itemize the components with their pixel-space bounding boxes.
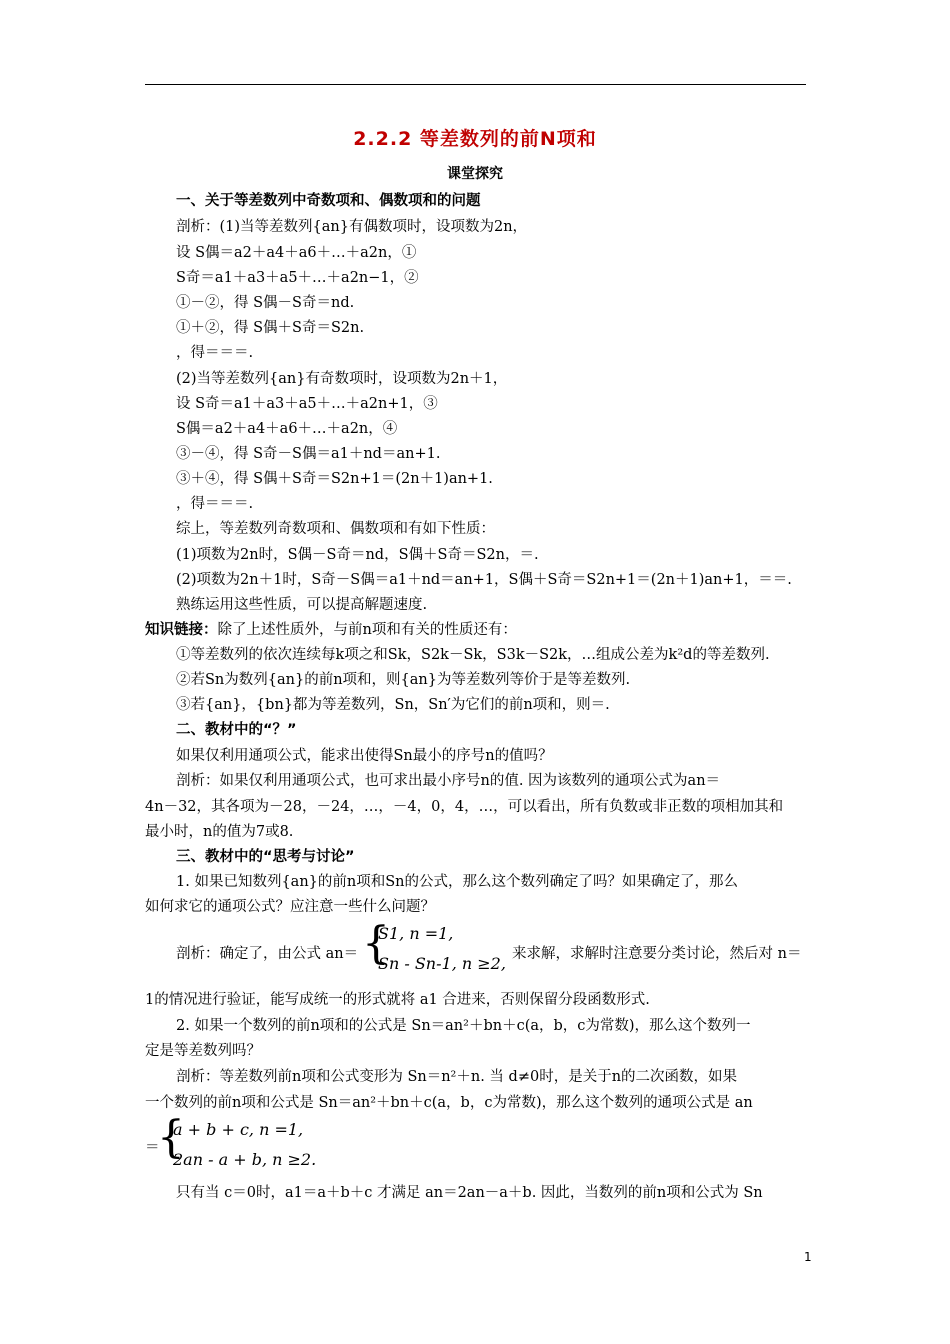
knowledge-link-heading: 知识链接： bbox=[145, 622, 218, 638]
list-item: ③若{an}，{bn}都为等差数列，Sn，Sn′为它们的前n项和，则＝. bbox=[176, 697, 610, 713]
text-line: 4n－32，其各项为－28，－24，…，－4，0，4，…，可以看出，所有负数或非正数的项相加其和 bbox=[145, 799, 784, 815]
text-line: ③－④，得 S奇－S偶＝a1＋nd＝an+1. bbox=[176, 446, 441, 462]
formula-case-1: a + b + c, n =1, bbox=[173, 1120, 304, 1139]
section-2-heading: 二、教材中的“？” bbox=[176, 722, 297, 738]
text-line: ＝ bbox=[145, 1140, 160, 1156]
text-line: (1)项数为2n时，S偶－S奇＝nd，S偶＋S奇＝S2n，＝. bbox=[176, 547, 539, 563]
header-rule bbox=[145, 84, 806, 85]
section-3-heading: 三、教材中的“思考与讨论” bbox=[176, 849, 355, 865]
page-subtitle: 课堂探究 bbox=[447, 166, 503, 182]
text-line: 综上，等差数列奇数项和、偶数项和有如下性质： bbox=[176, 521, 495, 537]
text-line: 剖析：如果仅利用通项公式，也可求出最小序号n的值. 因为该数列的通项公式为an＝ bbox=[176, 773, 721, 789]
page-title: 2.2.2 等差数列的前N项和 bbox=[353, 128, 597, 150]
text-line: ①＋②，得 S偶＋S奇＝S2n. bbox=[176, 320, 365, 336]
formula-case-2: 2an - a + b, n ≥2. bbox=[173, 1150, 317, 1169]
text-line: 2. 如果一个数列的前n项和的公式是 Sn＝an²＋bn＋c(a，b，c为常数)，那么这个数列一 bbox=[176, 1018, 751, 1034]
list-item: ①等差数列的依次连续每k项之和Sk，S2k－Sk，S3k－S2k，…组成公差为k²d的等差数列. bbox=[176, 647, 770, 663]
text-line: (2)当等差数列{an}有奇数项时，设项数为2n＋1， bbox=[176, 371, 508, 387]
text-line: ①－②，得 S偶－S奇＝nd. bbox=[176, 295, 355, 311]
text-line: 1. 如果已知数列{an}的前n项和Sn的公式，那么这个数列确定了吗？如果确定了，那么 bbox=[176, 874, 738, 890]
formula-case-2: Sn - Sn-1, n ≥2, bbox=[378, 954, 506, 973]
knowledge-link-intro: 除了上述性质外，与前n项和有关的性质还有： bbox=[217, 622, 517, 638]
list-item: ②若Sn为数列{an}的前n项和，则{an}为等差数列等价于是等差数列. bbox=[176, 672, 631, 688]
text-line: 剖析：等差数列前n项和公式变形为 Sn＝n²＋n. 当 d≠0时，是关于n的二次函数，如果 bbox=[176, 1069, 738, 1085]
left-brace: { bbox=[157, 1112, 185, 1163]
knowledge-link-line bbox=[145, 620, 517, 640]
text-line: 来求解，求解时注意要分类讨论，然后对 n＝ bbox=[512, 946, 802, 962]
formula-case-1: S1, n =1, bbox=[378, 924, 454, 943]
text-line: 定是等差数列吗？ bbox=[145, 1043, 261, 1059]
page-number: 1 bbox=[804, 1250, 812, 1264]
text-line: S偶＝a2＋a4＋a6＋…＋a2n，④ bbox=[176, 421, 398, 437]
section-1-heading: 一、关于等差数列中奇数项和、偶数项和的问题 bbox=[176, 193, 481, 209]
text-line: 设 S奇＝a1＋a3＋a5＋…＋a2n+1，③ bbox=[176, 396, 438, 412]
text-line: S奇＝a1＋a3＋a5＋…＋a2n−1，② bbox=[176, 270, 419, 286]
text-line: 1的情况进行验证，能写成统一的形式就将 a1 合进来，否则保留分段函数形式. bbox=[145, 992, 650, 1008]
text-line: 剖析：确定了，由公式 an＝ bbox=[176, 946, 359, 962]
text-line: (2)项数为2n＋1时，S奇－S偶＝a1＋nd＝an+1，S偶＋S奇＝S2n+1＝(2n＋1)an+1，＝＝. bbox=[176, 572, 792, 588]
text-line: 如果仅利用通项公式，能求出使得Sn最小的序号n的值吗？ bbox=[176, 748, 553, 764]
text-line: 一个数列的前n项和公式是 Sn＝an²＋bn＋c(a，b，c为常数)，那么这个数列的通项公式是 an bbox=[145, 1095, 753, 1111]
text-line: 只有当 c＝0时，a1＝a＋b＋c 才满足 an＝2an－a＋b. 因此，当数列的前n项和公式为 Sn bbox=[176, 1185, 763, 1201]
text-line: 设 S偶＝a2＋a4＋a6＋…＋a2n，① bbox=[176, 245, 417, 261]
text-line: 最小时，n的值为7或8. bbox=[145, 824, 294, 840]
text-line: ③＋④，得 S偶＋S奇＝S2n+1＝(2n＋1)an+1. bbox=[176, 471, 493, 487]
text-line: 剖析：(1)当等差数列{an}有偶数项时，设项数为2n， bbox=[176, 219, 528, 235]
text-line: ，得＝＝＝. bbox=[176, 496, 254, 512]
text-line: 如何求它的通项公式？应注意一些什么问题？ bbox=[145, 899, 435, 915]
text-line: ，得＝＝＝. bbox=[176, 345, 254, 361]
left-brace: { bbox=[362, 918, 390, 969]
text-line: 熟练运用这些性质，可以提高解题速度. bbox=[176, 597, 428, 613]
